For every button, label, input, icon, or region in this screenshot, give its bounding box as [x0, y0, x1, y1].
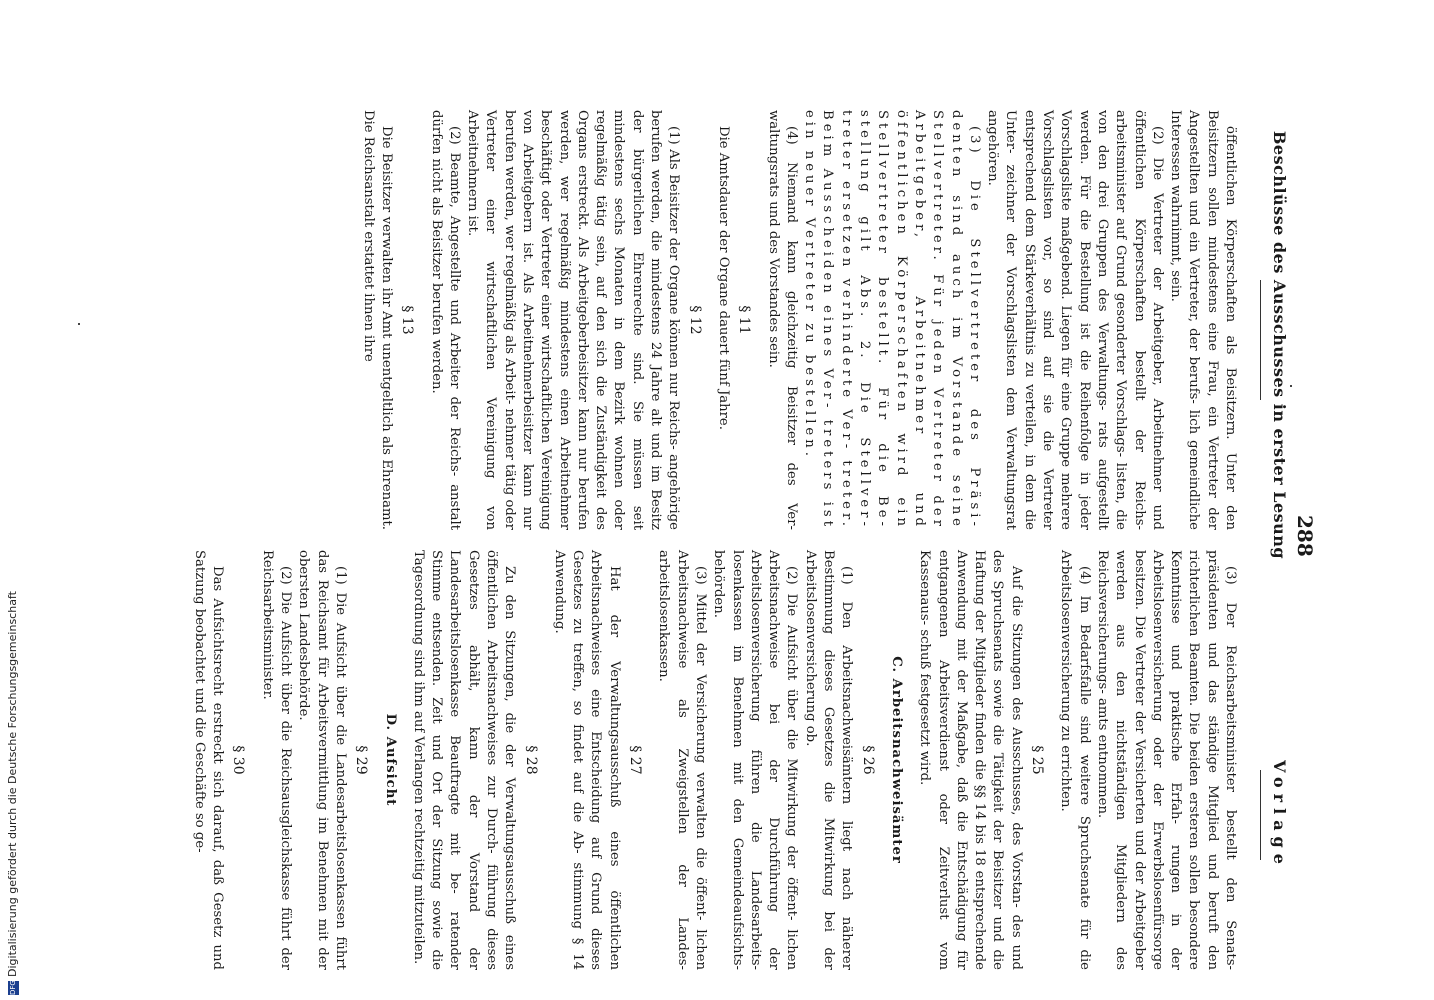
- scan-speck: [1290, 385, 1292, 387]
- paragraph: (4) Im Bedarfsfalle sind weitere Spruchsenate für die Arbeitslosenversicherung zu errichten.: [1058, 550, 1092, 970]
- paragraph: (2) Die Aufsicht über die Mitwirkung der öffent- lichen Arbeitsnachweise bei der Durchführung der Arbeitslosenversicherung führen die Landesarbeits- losenkassen im Benehmen mit den Gemeindeaufsichts- behörden.: [711, 550, 800, 970]
- paragraph: Das Aufsichtsrecht erstreckt sich darauf, daß Gesetz und Satzung beobachtet und die Geschäfte so ge-: [191, 550, 226, 970]
- section-number: § 12: [686, 305, 703, 335]
- right-column: [190, 550, 1239, 970]
- section-number: § 26: [859, 745, 876, 775]
- paragraph: öffentlichen Körperschaften als Beisitzern. Unter den Beisitzern sollen mindestens eine Frau, ein Vertreter der Angestellten und ein Vertreter, der berufs- lich gemeindliche Interessen wahrnimmt, sein.: [1168, 110, 1238, 530]
- paragraph: (2) Die Vertreter der Arbeitgeber, Arbeitnehmer und öffentlichen Körperschaften bestellt der Reichs- arbeitsminister auf Grund gesonderter Vorschlags- listen, die von den drei Gruppen des Verwaltungs- rats aufgestellt werden. Für die Bestellung ist die Reihenfolge in jeder Vorschlagsliste maßgebend. Liegen für eine Gruppe mehrere Vorschlagslisten vor, so sind auf sie die Vertreter entsprechend dem Stärkeverhältnis zu verteilen, in dem die Unter- zeichner der Vorschlagslisten dem Verwaltungsrat angehören.: [985, 110, 1165, 530]
- paragraph: (3) Mittel der Versicherung verwalten die öffent- lichen Arbeitsnachweise als Zweigstellen der Landes- arbeitslosenkassen.: [656, 550, 708, 970]
- paragraph: (4) Niemand kann gleichzeitig Beisitzer des Ver- waltungsrats und des Vorstandes sein.: [765, 110, 799, 530]
- paragraph: (1) Die Aufsicht über die Landesarbeitslosenkassen führt das Reichsamt für Arbeitsvermittlung im Benehmen mit der obersten Landesbehörde.: [296, 550, 348, 970]
- section-number: § 30: [230, 745, 247, 775]
- footer-text: Digitalisierung gefördert durch die Deutsche Forschungsgemeinschaft: [6, 591, 19, 977]
- left-column: [358, 110, 1239, 530]
- paragraph: (1) Als Beisitzer der Organe können nur Reichs- angehörige berufen werden, die mindestens 24 Jahre alt und im Besitz der bürgerlichen Ehrenrechte sind. Sie müssen seit mindestens sechs Monaten in dem Bezirk wohnen oder regelmäßig tätig sein, auf den sich die Zuständigkeit des Organs erstreckt. Als Arbeitgeberbeisitzer kann nur berufen werden, wer regelmäßig mindestens einen Arbeitnehmer beschäftigt oder Vertreter einer wirtschaftlichen Vereinigung von Arbeitgebern ist. Als Arbeitnehmerbeisitzer kann nur berufen werden, wer regelmäßig als Arbeit- nehmer tätig oder Vertreter einer wirtschaftlichen Vereinigung von Arbeitnehmern ist.: [465, 110, 682, 530]
- section-number: § 25: [1029, 745, 1046, 775]
- section-number: § 11: [736, 305, 753, 335]
- section-number: § 27: [627, 745, 644, 775]
- paragraph: (1) Den Arbeitsnachweisämtern liegt nach näherer Bestimmung dieses Gesetzes die Mitwirkung bei der Arbeitslosenversicherung ob.: [802, 550, 855, 970]
- right-header-rule: [1260, 770, 1261, 860]
- paragraph: Die Amtsdauer der Organe dauert fünf Jahre.: [715, 126, 731, 430]
- left-column-title: Beschlüsse des Ausschusses in erster Lesung: [1270, 130, 1289, 560]
- left-header-rule: [1260, 280, 1261, 400]
- dfg-logo: DFG: [8, 980, 17, 995]
- paragraph: Hat der Verwaltungsausschuß eines öffentlichen Arbeitsnachweises eine Entscheidung auf Grund dieses Gesetzes zu treffen, so findet auf die Ab- stimmung § 14 Anwendung.: [551, 550, 622, 970]
- paragraph: (3) Der Reichsarbeitsminister bestellt den Senats- präsidenten und das ständige Mitglied und beruft den richterlichen Beamten. Die beiden ersteren sollen besondere Kenntnisse und praktische Erfah- rungen in der Arbeitslosenversicherung oder der Erwerbslosenfürsorge besitzen. Die Vertreter der Versicherten und der Arbeitgeber werden aus den nichtständigen Mitgliedern des Reichsversicherungs- amts entnommen.: [1094, 550, 1238, 970]
- paragraph: (2) Die Aufsicht über die Reichsausgleichskasse führt der Reichsarbeitsminister.: [259, 550, 294, 970]
- paragraph: Auf die Sitzungen des Ausschusses, des Vorstan- des und des Spruchsenats sowie die Tätigkeit der Beisitzer und die Haftung der Mitglieder finden die §§ 14 bis 18 entsprechende Anwendung mit der Maßgabe, daß die Entschädigung für entgangenen Arbeitsverdienst oder Zeitverlust vom Kassenaus- schuß festgesetzt wird.: [917, 550, 1024, 970]
- section-number: § 13: [399, 305, 416, 335]
- section-number: § 29: [353, 745, 370, 775]
- section-number: § 28: [522, 745, 539, 775]
- digitization-footer: [6, 591, 19, 995]
- scan-speck: [78, 323, 80, 325]
- page-header: [1257, 110, 1317, 970]
- paragraph: Zu den Sitzungen, die der Verwaltungsausschuß eines öffentlichen Arbeitsnachweises zur Durch- führung dieses Gesetzes abhält, kann der Vorstand der Landesarbeitslosenkasse Beauftragte mit be- ratender Stimme entsenden. Zeit und Ort der Sitzung sowie die Tagesordnung sind ihm auf Verlangen rechtzeitig mitzuteilen.: [410, 550, 518, 970]
- paragraph-spaced: (3) Die Stellvertreter des Präsi- denten sind auch im Vorstande seine Stellvertreter. Für jeden Vertreter der Arbeitgeber, Arbeitnehmer und öffentlichen Körperschaften wird ein Stellvertreter bestellt. Für die Be- stellung gilt Abs. 2. Die Stellver- treter ersetzen verhinderte Ver- treter. Beim Ausscheiden eines Ver- treters ist ein neuer Vertreter zu bestellen.: [802, 110, 982, 530]
- page-number: 288: [1293, 515, 1317, 557]
- section-heading: C. Arbeitsnachweisämter: [888, 656, 904, 864]
- paragraph: (2) Beamte, Angestellte und Arbeiter der Reichs- anstalt dürfen nicht als Beisitzer berufen werden.: [428, 110, 462, 530]
- section-heading: D. Aufsicht: [382, 713, 398, 807]
- paragraph: Die Beisitzer verwalten ihr Amt unentgeltlich als Ehrenamt. Die Reichsanstalt erstattet ihnen ihre: [360, 110, 394, 530]
- right-column-title: Vorlage: [1270, 760, 1289, 870]
- rotated-document-page: [127, 110, 1317, 970]
